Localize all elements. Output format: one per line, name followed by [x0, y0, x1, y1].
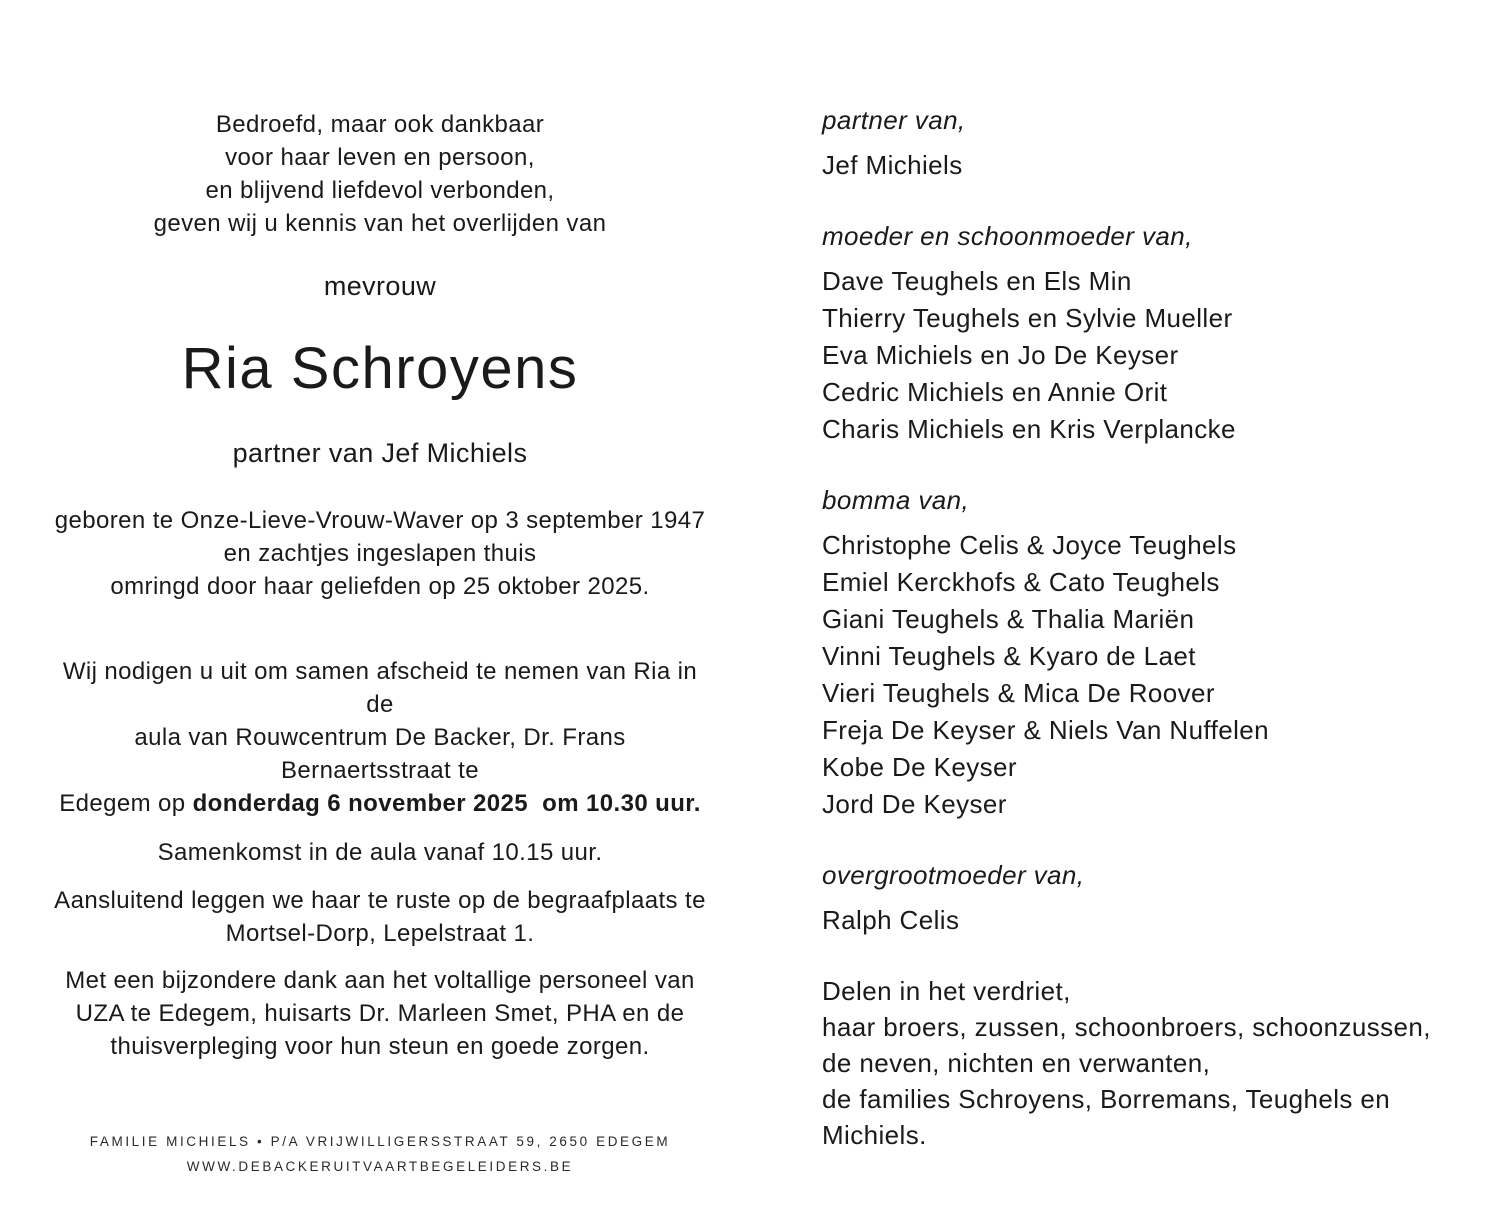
relative-name: Eva Michiels en Jo De Keyser: [822, 340, 1179, 370]
thanks-line: thuisverpleging voor hun steun en goede zorgen.: [110, 1033, 650, 1060]
relation-label: moeder en schoonmoeder van,: [822, 221, 1193, 251]
relatives-section-grandchildren: [822, 482, 1462, 823]
relative-name: Ralph Celis: [822, 905, 960, 935]
closing-line: haar broers, zussen, schoonbroers, schoonzussen,: [822, 1012, 1431, 1042]
birth-line: en zachtjes ingeslapen thuis: [223, 540, 537, 567]
invitation-line-with-date: [50, 787, 710, 820]
burial-line: Aansluitend leggen we haar te ruste op de begraafplaats te: [54, 887, 706, 914]
relation-label: bomma van,: [822, 485, 970, 515]
relative-name: Vinni Teughels & Kyaro de Laet: [822, 641, 1196, 671]
relation-label: overgrootmoeder van,: [822, 860, 1085, 890]
closing-line: de neven, nichten en verwanten,: [822, 1048, 1211, 1078]
left-column: [50, 0, 710, 1179]
top-spacer: [822, 0, 1462, 102]
relative-name: Freja De Keyser & Niels Van Nuffelen: [822, 715, 1269, 745]
relative-name: Charis Michiels en Kris Verplancke: [822, 414, 1236, 444]
right-column: [822, 0, 1462, 1153]
intro-line: en blijvend liefdevol verbonden,: [205, 177, 555, 204]
funeral-home-website: WWW.DEBACKERUITVAARTBEGELEIDERS.BE: [186, 1159, 574, 1174]
relative-name: Vieri Teughels & Mica De Roover: [822, 678, 1215, 708]
salutation: mevrouw: [323, 271, 437, 301]
thanks-line: UZA te Edegem, huisarts Dr. Marleen Smet, PHA en de: [75, 1000, 685, 1027]
closing-condolence: [822, 973, 1462, 1153]
relative-name: Cedric Michiels en Annie Orit: [822, 377, 1168, 407]
invitation-line: aula van Rouwcentrum De Backer, Dr. Frans Bernaertsstraat te: [134, 724, 633, 784]
relatives-section-children: [822, 218, 1462, 448]
funeral-date-time: donderdag 6 november 2025 om 10.30 uur.: [192, 790, 701, 817]
thanks-text: [50, 964, 710, 1063]
gathering-info: Samenkomst in de aula vanaf 10.15 uur.: [157, 839, 603, 866]
relatives-section-greatgrandchildren: [822, 857, 1462, 939]
relatives-section-partner: [822, 102, 1462, 184]
relative-name: Jef Michiels: [822, 150, 963, 180]
intro-text: [50, 108, 710, 240]
birth-line: geboren te Onze-Lieve-Vrouw-Waver op 3 september 1947: [54, 507, 706, 534]
deceased-name: Ria Schroyens: [181, 336, 579, 401]
burial-info: [50, 884, 710, 950]
invitation-line: Wij nodigen u uit om samen afscheid te nemen van Ria in de: [62, 658, 705, 718]
partner-subtitle: partner van Jef Michiels: [232, 438, 528, 468]
intro-line: Bedroefd, maar ook dankbaar: [215, 111, 545, 138]
relation-label: partner van,: [822, 105, 966, 135]
birth-death-text: [50, 504, 710, 603]
birth-line: omringd door haar geliefden op 25 oktober 2025.: [110, 573, 650, 600]
closing-line: de families Schroyens, Borremans, Teughels en Michiels.: [822, 1084, 1398, 1150]
relative-name: Jord De Keyser: [822, 789, 1007, 819]
funeral-invitation: [50, 655, 710, 820]
relative-name: Giani Teughels & Thalia Mariën: [822, 604, 1195, 634]
intro-line: voor haar leven en persoon,: [225, 144, 535, 171]
burial-line: Mortsel-Dorp, Lepelstraat 1.: [225, 920, 535, 947]
relative-name: Kobe De Keyser: [822, 752, 1017, 782]
intro-line: geven wij u kennis van het overlijden van: [153, 210, 607, 237]
relative-name: Thierry Teughels en Sylvie Mueller: [822, 303, 1233, 333]
thanks-line: Met een bijzondere dank aan het voltallige personeel van: [65, 967, 695, 994]
invitation-line-normal: Edegem op: [59, 790, 193, 817]
family-address-footer: [50, 1129, 710, 1179]
relative-name: Christophe Celis & Joyce Teughels: [822, 530, 1237, 560]
family-address: FAMILIE MICHIELS • P/A VRIJWILLIGERSSTRAAT 59, 2650 EDEGEM: [89, 1134, 671, 1149]
relative-name: Dave Teughels en Els Min: [822, 266, 1132, 296]
closing-line: Delen in het verdriet,: [822, 976, 1071, 1006]
relative-name: Emiel Kerckhofs & Cato Teughels: [822, 567, 1220, 597]
